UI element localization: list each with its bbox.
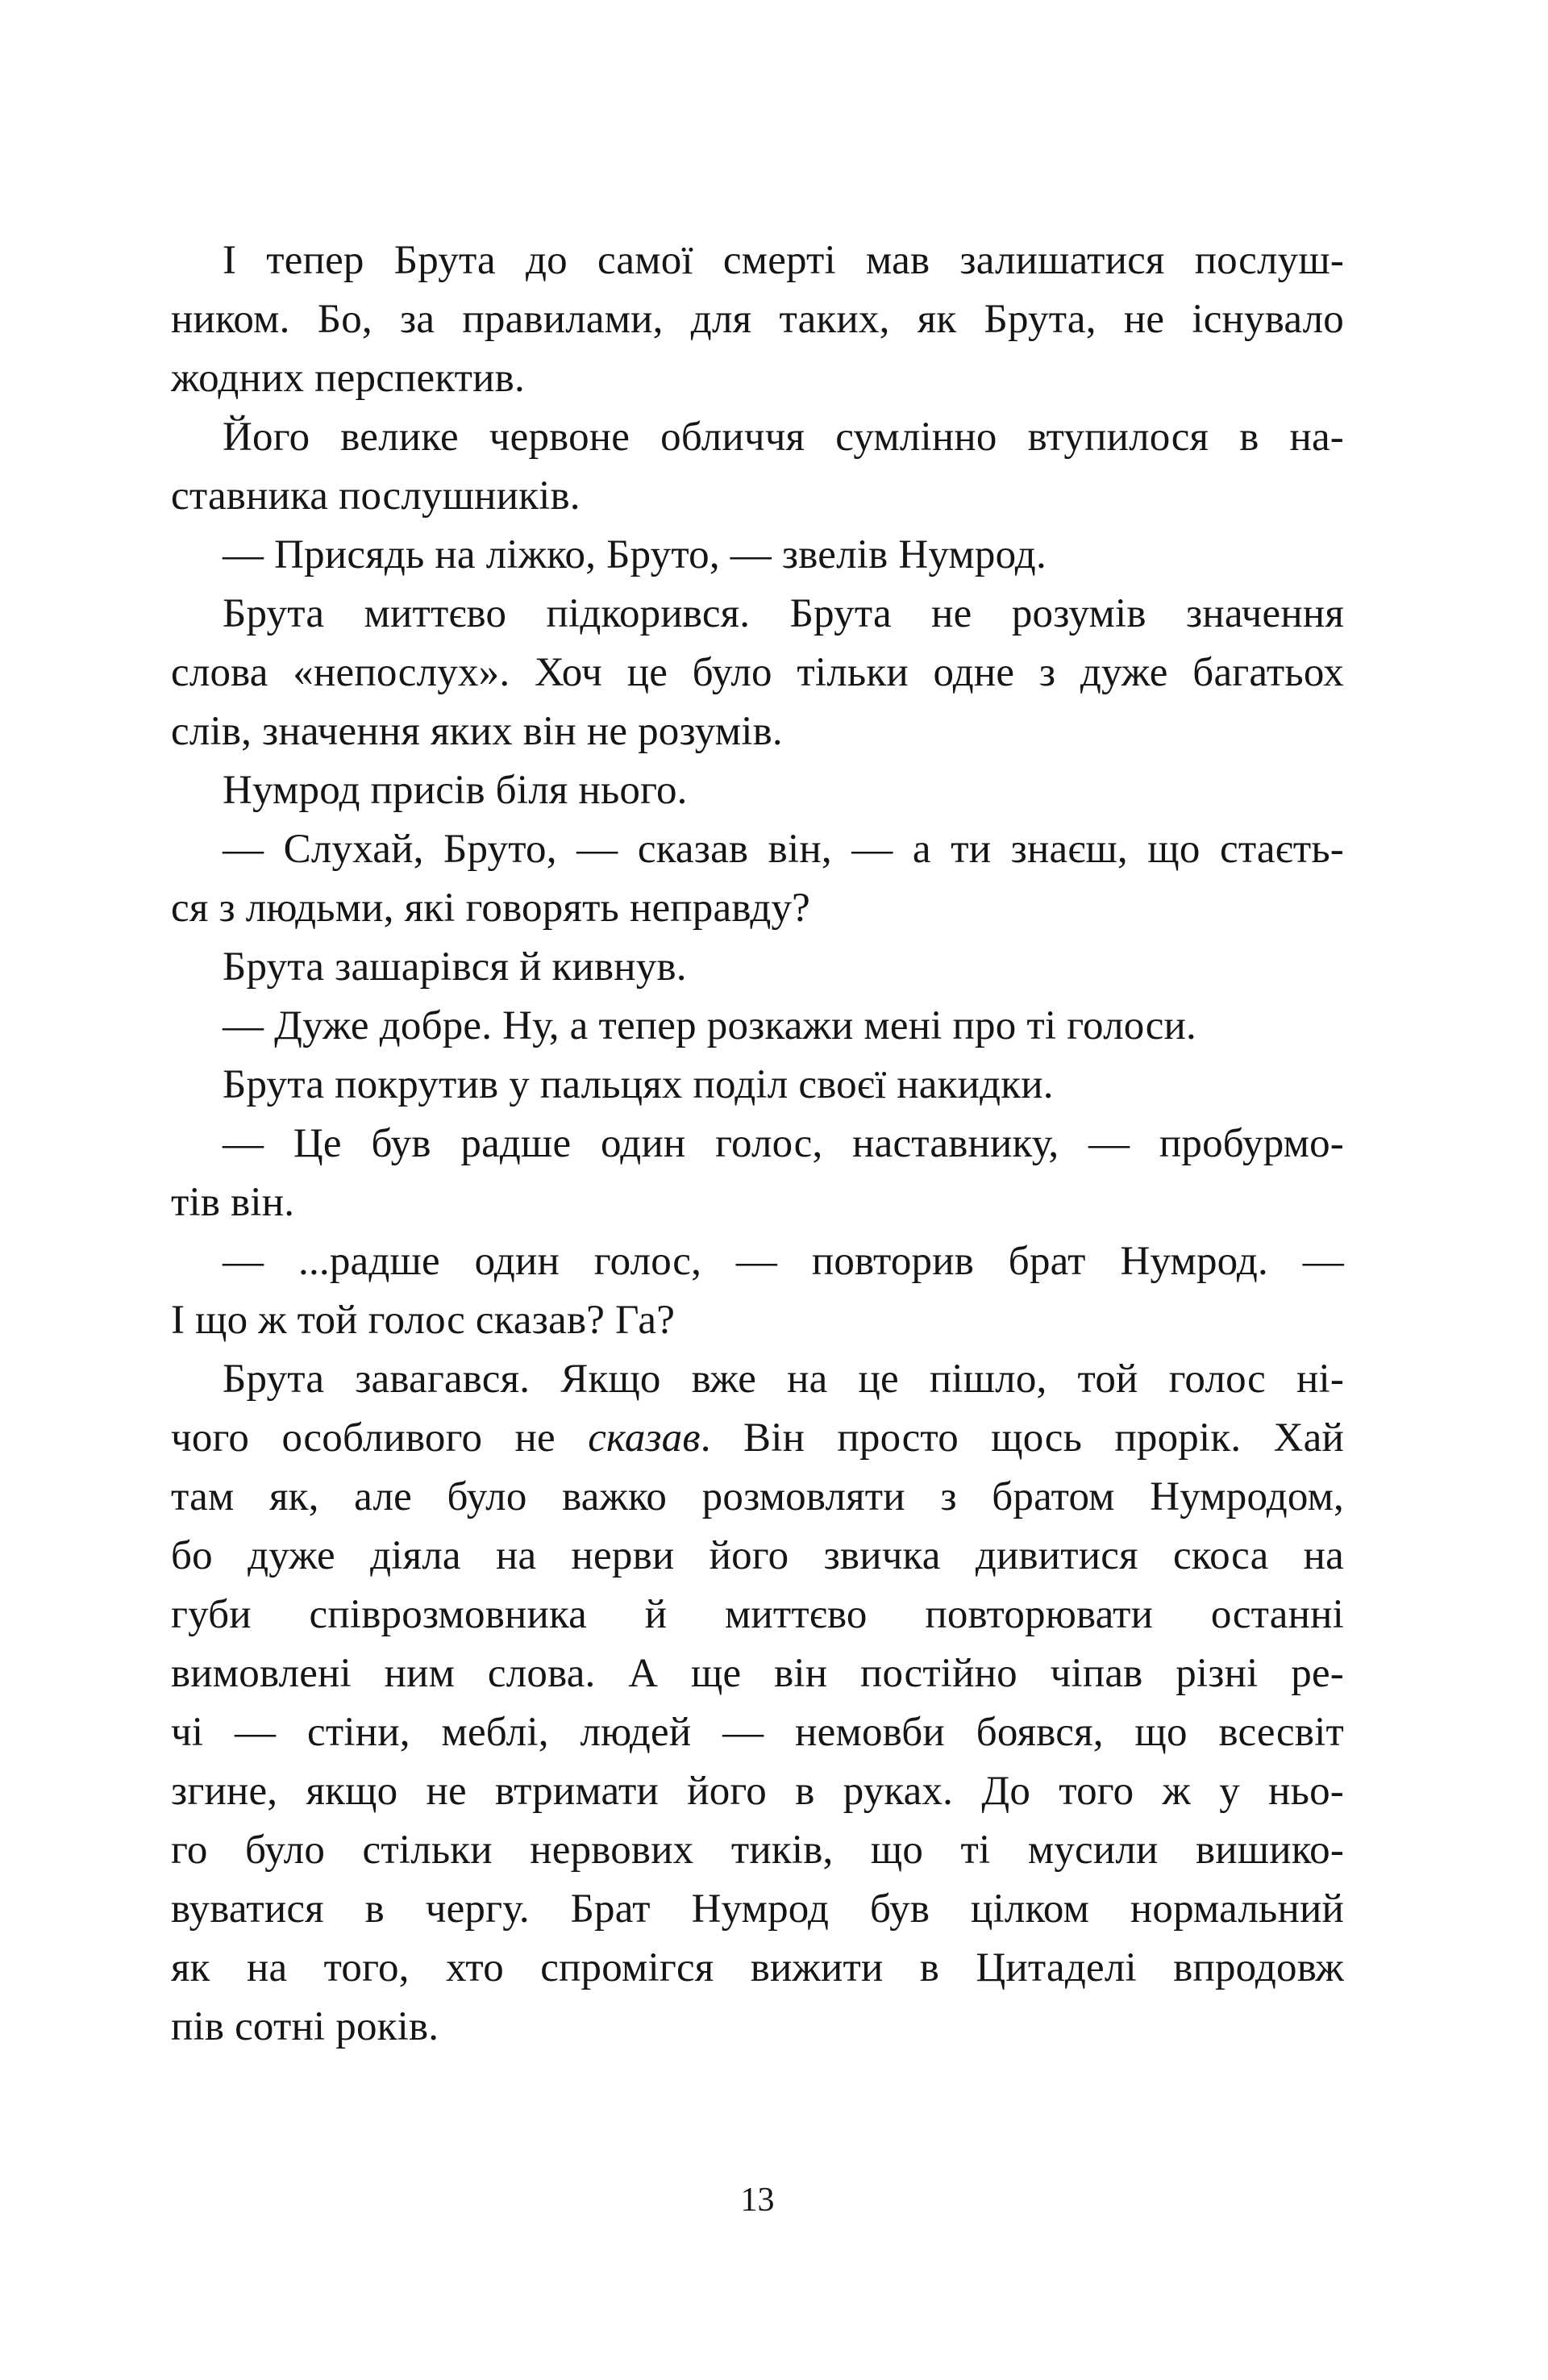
text-line	[171, 526, 1344, 585]
text-line	[171, 585, 1344, 644]
text-segment: І тепер Брута до самої смерті мав залишатися послуш-	[223, 238, 1344, 283]
text-line	[171, 1703, 1344, 1762]
text-line	[171, 467, 1344, 526]
text-line	[171, 997, 1344, 1056]
text-segment: пів сотні років.	[171, 2004, 439, 2049]
text-segment: Нумрод присів біля нього.	[223, 768, 688, 813]
text-segment: губи співрозмовника й миттєво повторювати останні	[171, 1592, 1344, 1637]
paragraph	[171, 938, 1344, 997]
paragraph	[171, 997, 1344, 1056]
text-line	[171, 349, 1344, 408]
paragraph	[171, 1115, 1344, 1232]
text-segment: вуватися в чергу. Брат Нумрод був цілком нормальний	[171, 1886, 1344, 1932]
paragraph	[171, 1056, 1344, 1115]
text-segment: Брута завагався. Якщо вже на це пішло, той голос ні-	[223, 1357, 1344, 1402]
text-segment: як на того, хто спромігся вижити в Цитаделі впродовж	[171, 1945, 1344, 1990]
text-segment: бо дуже діяла на нерви його звичка дивитися скоса на	[171, 1533, 1344, 1578]
text-line	[171, 290, 1344, 349]
text-segment: слова «непослух». Хоч це було тільки одне з дуже багатьох	[171, 650, 1344, 695]
text-line	[171, 1409, 1344, 1468]
paragraph	[171, 1350, 1344, 2057]
text-line	[171, 879, 1344, 938]
text-line	[171, 1762, 1344, 1821]
text-line	[171, 761, 1344, 820]
text-segment: Його велике червоне обличчя сумлінно втупилося в на-	[223, 415, 1344, 460]
paragraph	[171, 1232, 1344, 1350]
paragraph	[171, 761, 1344, 820]
text-segment: чого особливого не	[171, 1415, 589, 1461]
text-line	[171, 1586, 1344, 1644]
text-line	[171, 1880, 1344, 1939]
text-line	[171, 702, 1344, 761]
text-line	[171, 1350, 1344, 1409]
paragraph	[171, 526, 1344, 585]
text-line	[171, 938, 1344, 997]
text-segment: ся з людьми, які говорять неправду?	[171, 886, 811, 931]
paragraph	[171, 820, 1344, 938]
text-segment: згине, якщо не втримати його в руках. До того ж у ньо-	[171, 1769, 1344, 1814]
text-line	[171, 1291, 1344, 1350]
text-segment: — Дуже добре. Ну, а тепер розкажи мені про ті голоси.	[223, 1003, 1196, 1048]
paragraph	[171, 585, 1344, 761]
text-segment: І що ж той голос сказав? Га?	[171, 1298, 676, 1343]
text-line	[171, 1527, 1344, 1586]
text-segment: го було стільки нервових тиків, що ті мусили вишико-	[171, 1828, 1344, 1873]
text-segment: слів, значення яких він не розумів.	[171, 709, 783, 754]
text-segment: Брута покрутив у пальцях поділ своєї накидки.	[223, 1062, 1054, 1107]
text-segment: вимовлені ним слова. А ще він постійно чіпав різні ре-	[171, 1651, 1344, 1696]
text-line	[171, 1115, 1344, 1173]
text-line	[171, 1056, 1344, 1115]
text-segment: Брута зашарівся й кивнув.	[223, 944, 687, 990]
text-block	[171, 231, 1344, 2057]
text-segment: там як, але було важко розмовляти з братом Нумродом,	[171, 1474, 1344, 1519]
paragraph	[171, 408, 1344, 526]
text-segment: — Це був радше один голос, наставнику, — пробурмо-	[223, 1121, 1344, 1166]
text-segment: — ...радше один голос, — повторив брат Нумрод. —	[223, 1239, 1344, 1284]
text-line	[171, 1939, 1344, 1998]
paragraph	[171, 231, 1344, 408]
italic-text: сказав	[588, 1415, 701, 1461]
text-segment: ставника послушників.	[171, 473, 580, 519]
text-line	[171, 644, 1344, 702]
text-line	[171, 1468, 1344, 1527]
page-number: 13	[740, 2182, 775, 2219]
text-line	[171, 1821, 1344, 1880]
text-line	[171, 820, 1344, 879]
text-line	[171, 408, 1344, 467]
text-line	[171, 1644, 1344, 1703]
text-line	[171, 1998, 1344, 2057]
text-line	[171, 1232, 1344, 1291]
text-segment: . Він просто щось прорік. Хай	[700, 1415, 1345, 1461]
text-segment: ником. Бо, за правилами, для таких, як Брута, не існувало	[171, 297, 1344, 342]
text-segment: чі — стіни, меблі, людей — немовби боявся, що всесвіт	[171, 1710, 1344, 1755]
text-segment: Брута миттєво підкорився. Брута не розумів значення	[223, 591, 1344, 636]
text-segment: тів він.	[171, 1180, 295, 1225]
text-line	[171, 1173, 1344, 1232]
text-line	[171, 231, 1344, 290]
text-segment: — Присядь на ліжко, Бруто, — звелів Нумрод.	[223, 532, 1047, 577]
text-segment: жодних перспектив.	[171, 356, 525, 401]
text-segment: — Слухай, Бруто, — сказав він, — а ти знаєш, що стаєть-	[223, 827, 1344, 872]
